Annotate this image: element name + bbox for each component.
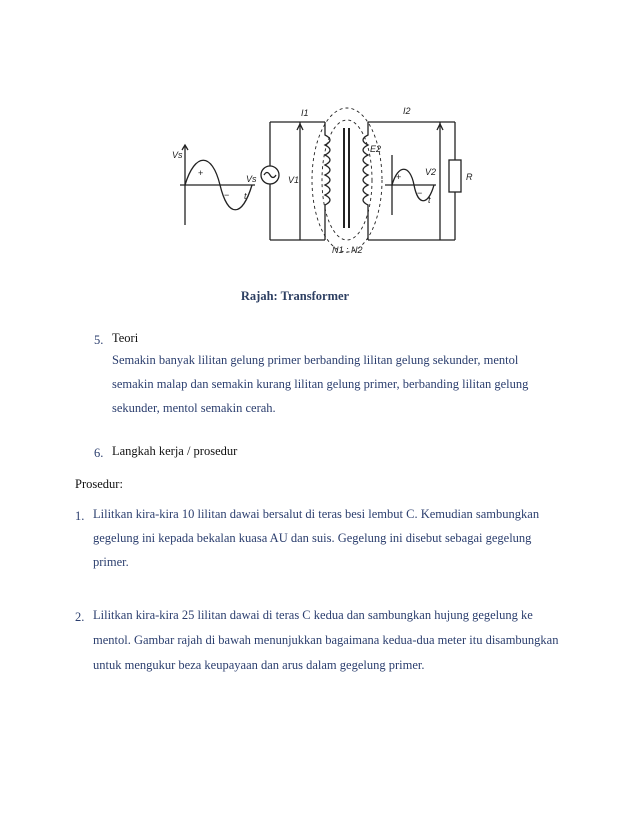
step-1-number: 1. [75, 509, 85, 523]
resistor-r [449, 160, 461, 192]
step-1-line-2: gegelung ini kepada bekalan kuasa AU dan suis. Gegelung ini disebut sebagai gegelung [93, 531, 532, 545]
graph-left-minus: − [224, 190, 230, 200]
label-v2: V2 [425, 167, 437, 177]
section-5-line-2: semakin malap dan semakin kurang lilitan gelung primer, berbanding lilitan gelung [112, 377, 529, 391]
label-i2: I2 [403, 106, 411, 116]
primary-coil [325, 122, 330, 240]
label-vs-source: Vs [246, 174, 257, 184]
section-6-title: Langkah kerja / prosedur [112, 444, 238, 458]
secondary-coil [363, 122, 368, 240]
step-1-line-1: Lilitkan kira-kira 10 lilitan dawai bersalut di teras besi lembut C. Kemudian sambungkan [93, 507, 540, 521]
step-1-line-3: primer. [93, 555, 129, 569]
label-t-right: t [428, 195, 431, 205]
graph-right-plus: + [396, 172, 402, 182]
label-v1: V1 [288, 175, 300, 185]
step-2-number: 2. [75, 610, 85, 624]
label-turns-ratio: N1 : N2 [332, 245, 363, 255]
magnetic-flux-lines [312, 108, 382, 252]
label-e2: E2 [370, 144, 382, 154]
step-2-line-3: untuk mengukur beza keupayaan dan arus dalam gegelung primer. [93, 658, 425, 672]
label-vs-graph: Vs [172, 150, 183, 160]
section-5-line-3: sekunder, mentol semakin cerah. [112, 401, 276, 415]
graph-right-minus: − [417, 188, 423, 198]
label-i1: I1 [301, 108, 309, 118]
graph-left-plus: + [198, 168, 204, 178]
section-6-number: 6. [94, 446, 104, 460]
label-t-left: t [244, 191, 247, 201]
section-5-line-1: Semakin banyak lilitan gelung primer berbanding lilitan gelung sekunder, mentol [112, 353, 519, 367]
step-2-line-2: mentol. Gambar rajah di bawah menunjukkan bagaimana kedua-dua meter itu disambungkan [93, 633, 559, 647]
section-5-title: Teori [112, 331, 139, 345]
transformer-circuit-diagram [160, 100, 500, 265]
prosedur-label: Prosedur: [75, 477, 123, 491]
step-2-line-1: Lilitkan kira-kira 25 lilitan dawai di teras C kedua dan sambungkan hujung gegelung ke [93, 608, 533, 622]
figure-caption: Rajah: Transformer [240, 289, 350, 303]
label-r: R [466, 172, 473, 182]
section-5-number: 5. [94, 333, 104, 347]
